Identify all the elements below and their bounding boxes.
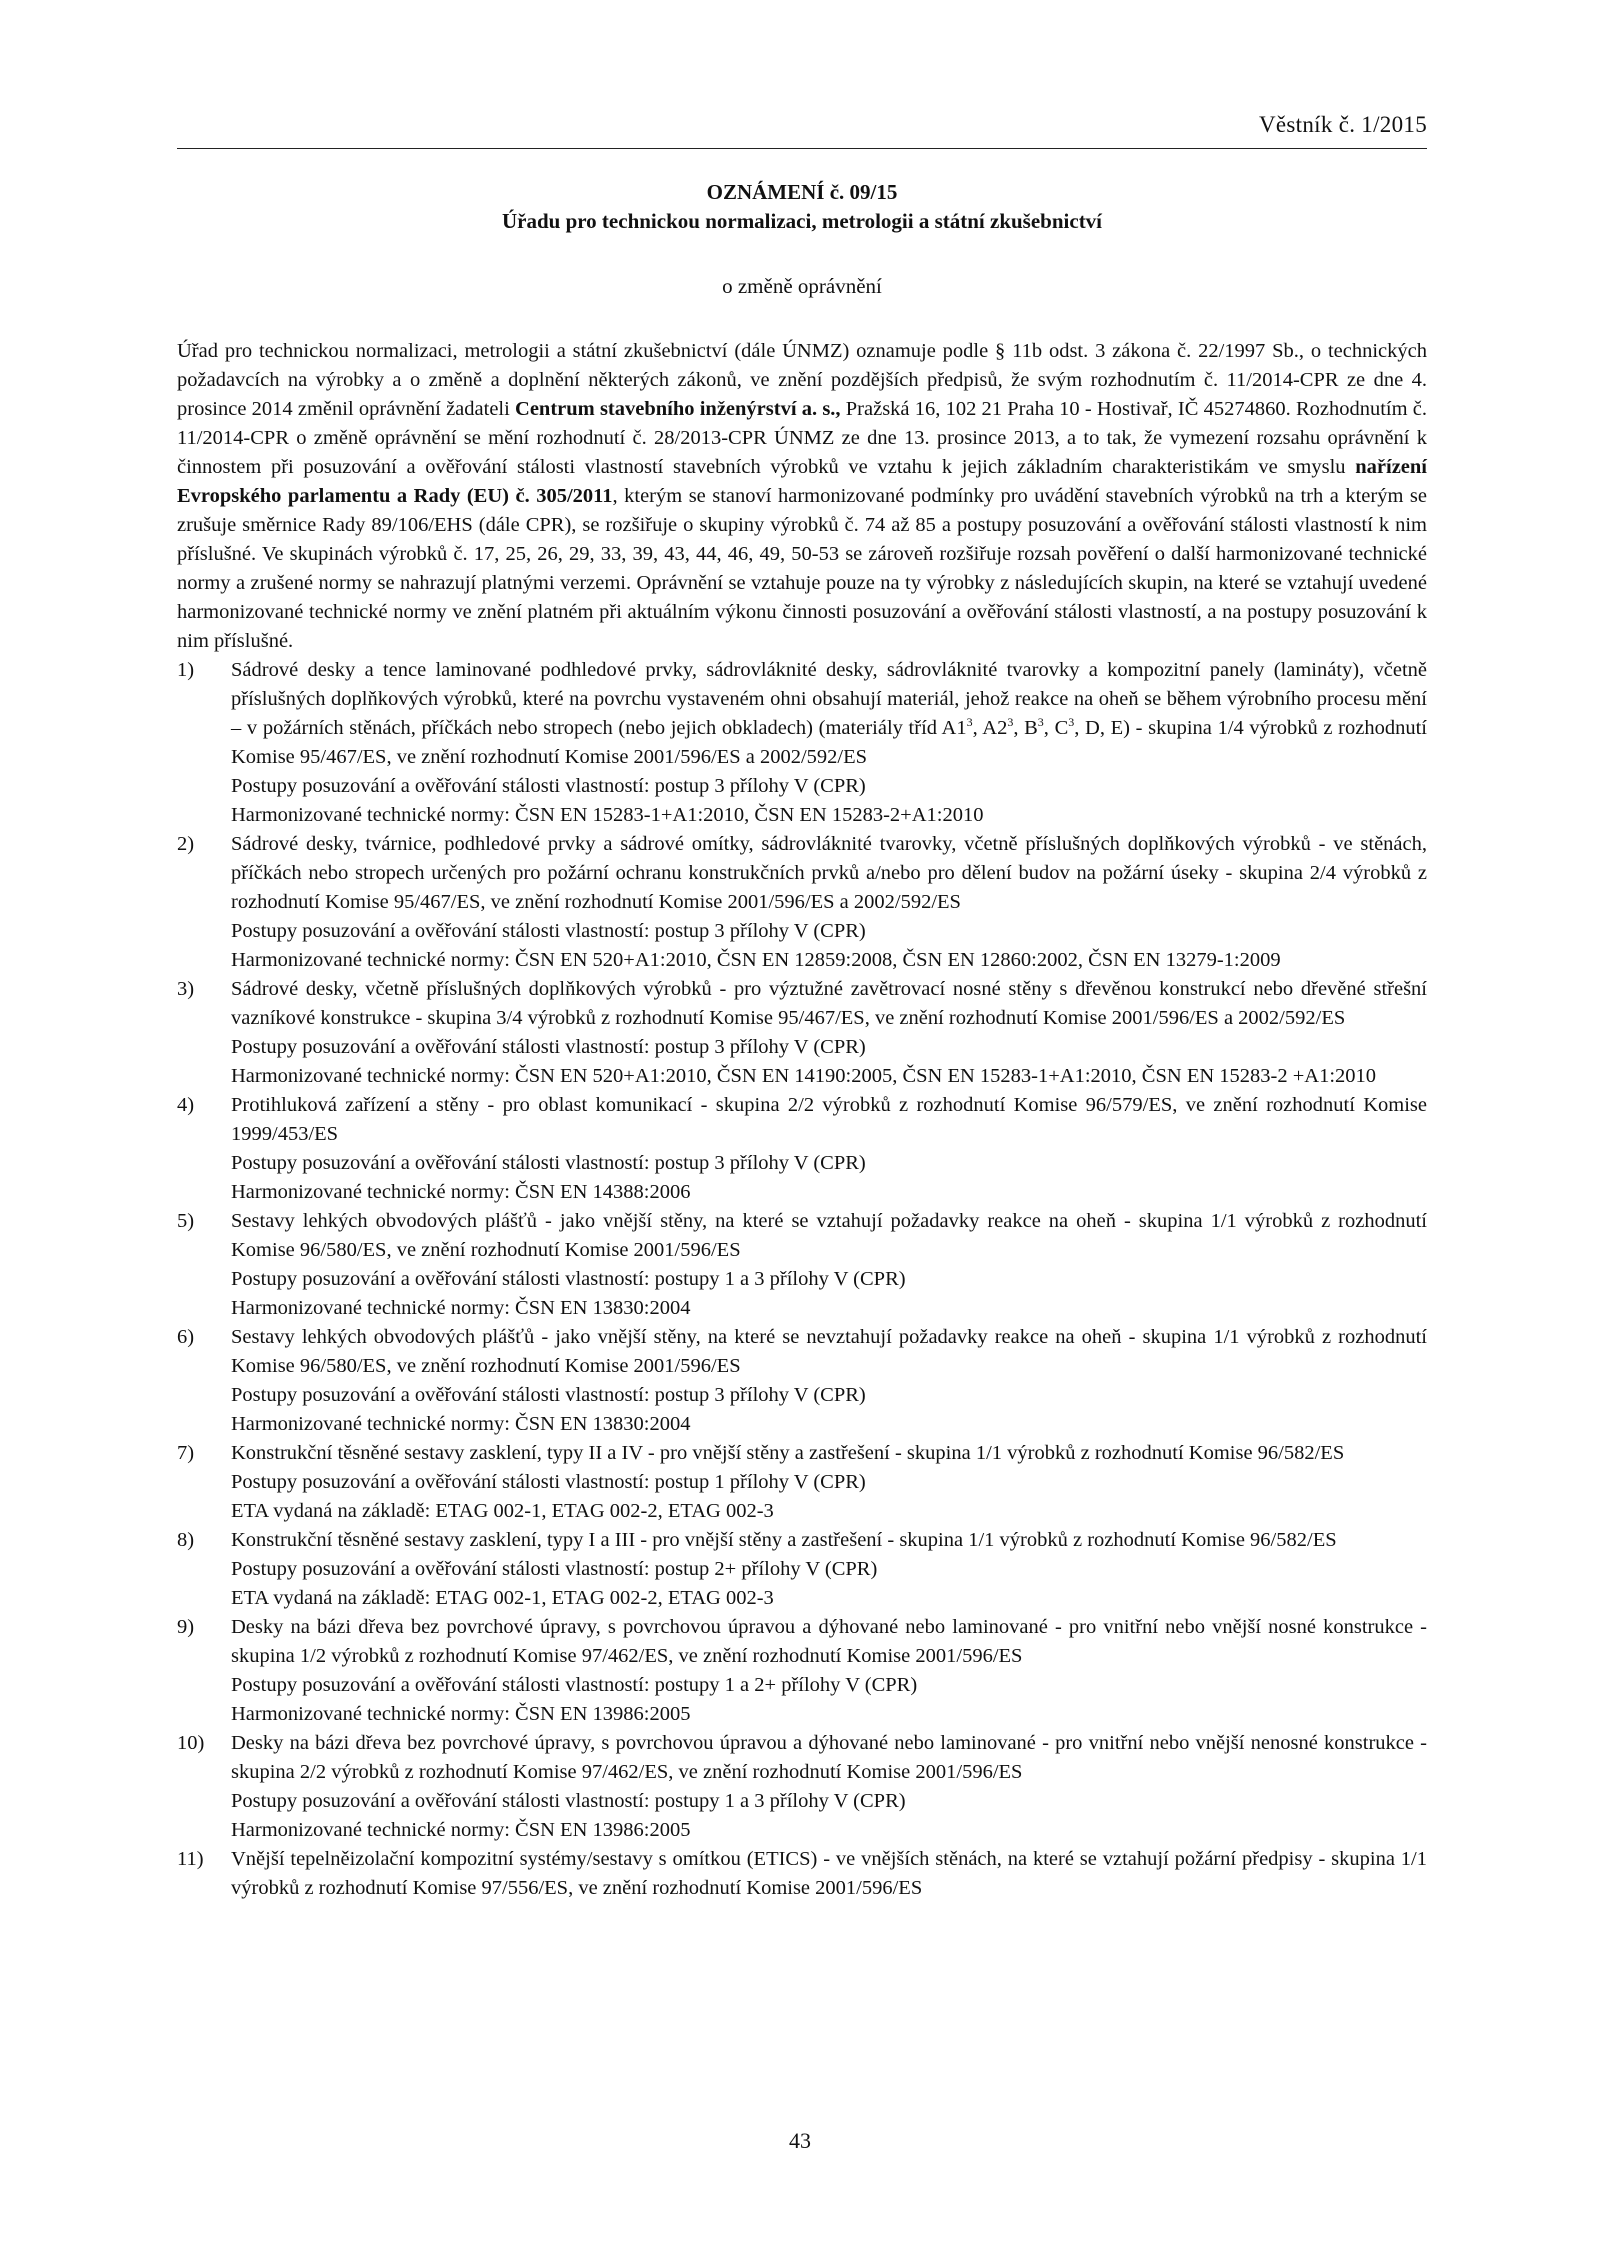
notice-title: OZNÁMENÍ č. 09/15 — [706, 180, 898, 204]
page-number: 43 — [789, 2128, 811, 2153]
item-standards: ETA vydaná na základě: ETAG 002-1, ETAG 002-2, ETAG 002-3 — [231, 1500, 774, 1522]
item-description-text: , B — [1013, 717, 1038, 739]
item-number: 2) — [177, 833, 195, 855]
intro-text-1: Úřad pro technickou normalizaci, metrologii a státní zkušebnictví (dále ÚNMZ) oznamuje podle § 11b odst. 3 zákona č. 22/1997 Sb., o technických požadavcích na výrobky a o změně a doplnění některých zákonů, ve znění pozdějších předpisů, že svým rozhodnutím č. 11/2014-CPR ze dne 4. prosince 2014 změnil oprávnění žadateli — [177, 340, 1427, 420]
item-description: Sestavy lehkých obvodových plášťů - jako vnější stěny, na které se vztahují požadavky reakce na oheň - skupina 1/1 výrobků z rozhodnutí Komise 96/580/ES, ve znění rozhodnutí Komise 2001/596/ES — [231, 1210, 1427, 1261]
list-item — [177, 1845, 1427, 1903]
item-description: Konstrukční těsněné sestavy zasklení, typy II a IV - pro vnější stěny a zastřešení - skupina 1/1 výrobků z rozhodnutí Komise 96/582/ES — [231, 1442, 1345, 1464]
item-procedure: Postupy posuzování a ověřování stálosti vlastností: postup 3 přílohy V (CPR) — [231, 920, 866, 942]
item-number: 9) — [177, 1616, 195, 1638]
intro-text-2: Pražská 16, 102 21 Praha 10 - Hostivař, IČ 45274860. Rozhodnutím č. 11/2014-CPR o změně oprávnění se mění rozhodnutí č. 28/2013-CPR ÚNMZ ze dne 13. prosince 2013, a to tak, že vymezení rozsahu oprávnění k činnostem při posuzování a ověřování stálosti vlastností stavebních výrobků ve vztahu k jejich základním charakteristikám ve smyslu — [177, 398, 1427, 478]
item-description: Sádrové desky, tvárnice, podhledové prvky a sádrové omítky, sádrovláknité tvarovky, včetně příslušných doplňkových výrobků - ve stěnách, příčkách nebo stropech určených pro požární ochranu konstrukčních prvků a/nebo pro dělení budov na požární úseky - skupina 2/4 výrobků z rozhodnutí Komise 95/467/ES, ve znění rozhodnutí Komise 2001/596/ES a 2002/592/ES — [231, 833, 1427, 913]
item-procedure: Postupy posuzování a ověřování stálosti vlastností: postup 3 přílohy V (CPR) — [231, 775, 866, 797]
list-item — [177, 656, 1427, 830]
item-number: 5) — [177, 1210, 195, 1232]
intro-paragraph — [177, 337, 1427, 656]
item-number: 7) — [177, 1442, 195, 1464]
item-standards: Harmonizované technické normy: ČSN EN 13830:2004 — [231, 1413, 691, 1435]
item-number: 3) — [177, 978, 195, 1000]
item-description-text: , D, E) - skupina 1/4 výrobků z rozhodnutí Komise 95/467/ES, ve znění rozhodnutí Komise 2001/596/ES a 2002/592/ES — [231, 717, 1427, 768]
superscript: 3 — [1068, 715, 1075, 730]
item-number: 1) — [177, 659, 195, 681]
superscript: 3 — [1037, 715, 1044, 730]
item-standards: Harmonizované technické normy: ČSN EN 520+A1:2010, ČSN EN 14190:2005, ČSN EN 15283-1+A1:2010, ČSN EN 15283-2 +A1:2010 — [231, 1065, 1377, 1087]
item-number: 8) — [177, 1529, 195, 1551]
item-procedure: Postupy posuzování a ověřování stálosti vlastností: postupy 1 a 3 přílohy V (CPR) — [231, 1790, 906, 1812]
item-procedure: Postupy posuzování a ověřování stálosti vlastností: postup 3 přílohy V (CPR) — [231, 1384, 866, 1406]
item-standards: Harmonizované technické normy: ČSN EN 13986:2005 — [231, 1819, 691, 1841]
item-description: Desky na bázi dřeva bez povrchové úpravy, s povrchovou úpravou a dýhované nebo laminované - pro vnitřní nebo vnější nosné konstrukce - skupina 1/2 výrobků z rozhodnutí Komise 97/462/ES, ve znění rozhodnutí Komise 2001/596/ES — [231, 1616, 1427, 1667]
item-number: 6) — [177, 1326, 195, 1348]
list-item — [177, 1091, 1427, 1207]
item-number: 4) — [177, 1094, 195, 1116]
item-procedure: Postupy posuzování a ověřování stálosti vlastností: postup 1 přílohy V (CPR) — [231, 1471, 866, 1493]
list-item — [177, 1323, 1427, 1439]
item-procedure: Postupy posuzování a ověřování stálosti vlastností: postupy 1 a 2+ přílohy V (CPR) — [231, 1674, 918, 1696]
page-header — [177, 108, 1427, 149]
list-item — [177, 1613, 1427, 1729]
list-item — [177, 1207, 1427, 1323]
list-item — [177, 975, 1427, 1091]
superscript: 3 — [1007, 715, 1014, 730]
item-procedure: Postupy posuzování a ověřování stálosti vlastností: postup 3 přílohy V (CPR) — [231, 1152, 866, 1174]
journal-issue: Věstník č. 1/2015 — [1259, 112, 1427, 137]
item-description — [231, 656, 1427, 772]
item-description: Vnější tepelněizolační kompozitní systémy/sestavy s omítkou (ETICS) - ve vnějších stěnách, na které se vztahují požární předpisy - skupina 1/1 výrobků z rozhodnutí Komise 97/556/ES, ve znění rozhodnutí Komise 2001/596/ES — [231, 1848, 1427, 1899]
superscript: 3 — [966, 715, 973, 730]
item-description: Sádrové desky, včetně příslušných doplňkových výrobků - pro výztužné zavětrovací nosné stěny s dřevěnou konstrukcí nebo dřevěné střešní vazníkové konstrukce - skupina 3/4 výrobků z rozhodnutí Komise 95/467/ES, ve znění rozhodnutí Komise 2001/596/ES a 2002/592/ES — [231, 978, 1427, 1029]
list-item — [177, 1729, 1427, 1845]
list-item — [177, 830, 1427, 975]
item-description: Sestavy lehkých obvodových plášťů - jako vnější stěny, na které se nevztahují požadavky reakce na oheň - skupina 1/1 výrobků z rozhodnutí Komise 96/580/ES, ve znění rozhodnutí Komise 2001/596/ES — [231, 1326, 1427, 1377]
item-number: 11) — [177, 1848, 204, 1870]
item-standards: Harmonizované technické normy: ČSN EN 15283-1+A1:2010, ČSN EN 15283-2+A1:2010 — [231, 804, 984, 826]
item-description: Konstrukční těsněné sestavy zasklení, typy I a III - pro vnější stěny a zastřešení - skupina 1/1 výrobků z rozhodnutí Komise 96/582/ES — [231, 1529, 1337, 1551]
list-item — [177, 1439, 1427, 1526]
item-description-text: Sádrové desky a tence laminované podhledové prvky, sádrovláknité desky, sádrovláknité tvarovky a kompozitní panely (lamináty), včetně příslušných doplňkových výrobků, které na povrchu vystaveném ohni obsahují materiál, jehož reakce na oheň se během výrobního procesu mění – v požárních stěnách, příčkách nebo stropech (nebo jejich obkladech) (materiály tříd A1 — [231, 659, 1427, 739]
item-procedure: Postupy posuzování a ověřování stálosti vlastností: postup 3 přílohy V (CPR) — [231, 1036, 866, 1058]
regulation-reference: nařízení Evropského parlamentu a Rady (EU) č. 305/2011 — [177, 456, 1427, 507]
issuer-title: Úřadu pro technickou normalizaci, metrologii a státní zkušebnictví — [501, 209, 1103, 233]
item-procedure: Postupy posuzování a ověřování stálosti vlastností: postup 2+ přílohy V (CPR) — [231, 1558, 878, 1580]
item-standards: Harmonizované technické normy: ČSN EN 520+A1:2010, ČSN EN 12859:2008, ČSN EN 12860:2002, ČSN EN 13279-1:2009 — [231, 949, 1281, 971]
item-standards: Harmonizované technické normy: ČSN EN 14388:2006 — [231, 1181, 691, 1203]
applicant-name: Centrum stavebního inženýrství a. s., — [515, 398, 841, 420]
document-body — [177, 178, 1427, 1903]
item-standards: Harmonizované technické normy: ČSN EN 13830:2004 — [231, 1297, 691, 1319]
item-description: Protihluková zařízení a stěny - pro oblast komunikací - skupina 2/2 výrobků z rozhodnutí Komise 96/579/ES, ve znění rozhodnutí Komise 1999/453/ES — [231, 1094, 1427, 1145]
item-description: Desky na bázi dřeva bez povrchové úpravy, s povrchovou úpravou a dýhované nebo laminované - pro vnitřní nebo vnější nenosné konstrukce - skupina 2/2 výrobků z rozhodnutí Komise 97/462/ES, ve znění rozhodnutí Komise 2001/596/ES — [231, 1732, 1427, 1783]
item-standards: ETA vydaná na základě: ETAG 002-1, ETAG 002-2, ETAG 002-3 — [231, 1587, 774, 1609]
item-standards: Harmonizované technické normy: ČSN EN 13986:2005 — [231, 1703, 691, 1725]
intro-text-3: , kterým se stanoví harmonizované podmínky pro uvádění stavebních výrobků na trh a kterým se zrušuje směrnice Rady 89/106/EHS (dále CPR), se rozšiřuje o skupiny výrobků č. 74 až 85 a postupy posuzování a ověřování stálosti vlastností k nim příslušné. Ve skupinách výrobků č. 17, 25, 26, 29, 33, 39, 43, 44, 46, 49, 50-53 se zároveň rozšiřuje rozsah pověření o další harmonizované technické normy a zrušené normy se nahrazují platnými verzemi. Oprávnění se vztahuje pouze na ty výrobky z následujících skupin, na které se vztahují uvedené harmonizované technické normy ve znění platném při aktuálním výkonu činnosti posuzování a ověřování stálosti vlastností, a na postupy posuzování k nim příslušné. — [177, 485, 1427, 652]
item-number: 10) — [177, 1732, 205, 1754]
item-description-text: , A2 — [972, 717, 1008, 739]
product-group-list — [177, 656, 1427, 1903]
notice-subject: o změně oprávnění — [722, 274, 882, 298]
item-procedure: Postupy posuzování a ověřování stálosti vlastností: postupy 1 a 3 přílohy V (CPR) — [231, 1268, 906, 1290]
list-item — [177, 1526, 1427, 1613]
item-description-text: , C — [1043, 717, 1069, 739]
